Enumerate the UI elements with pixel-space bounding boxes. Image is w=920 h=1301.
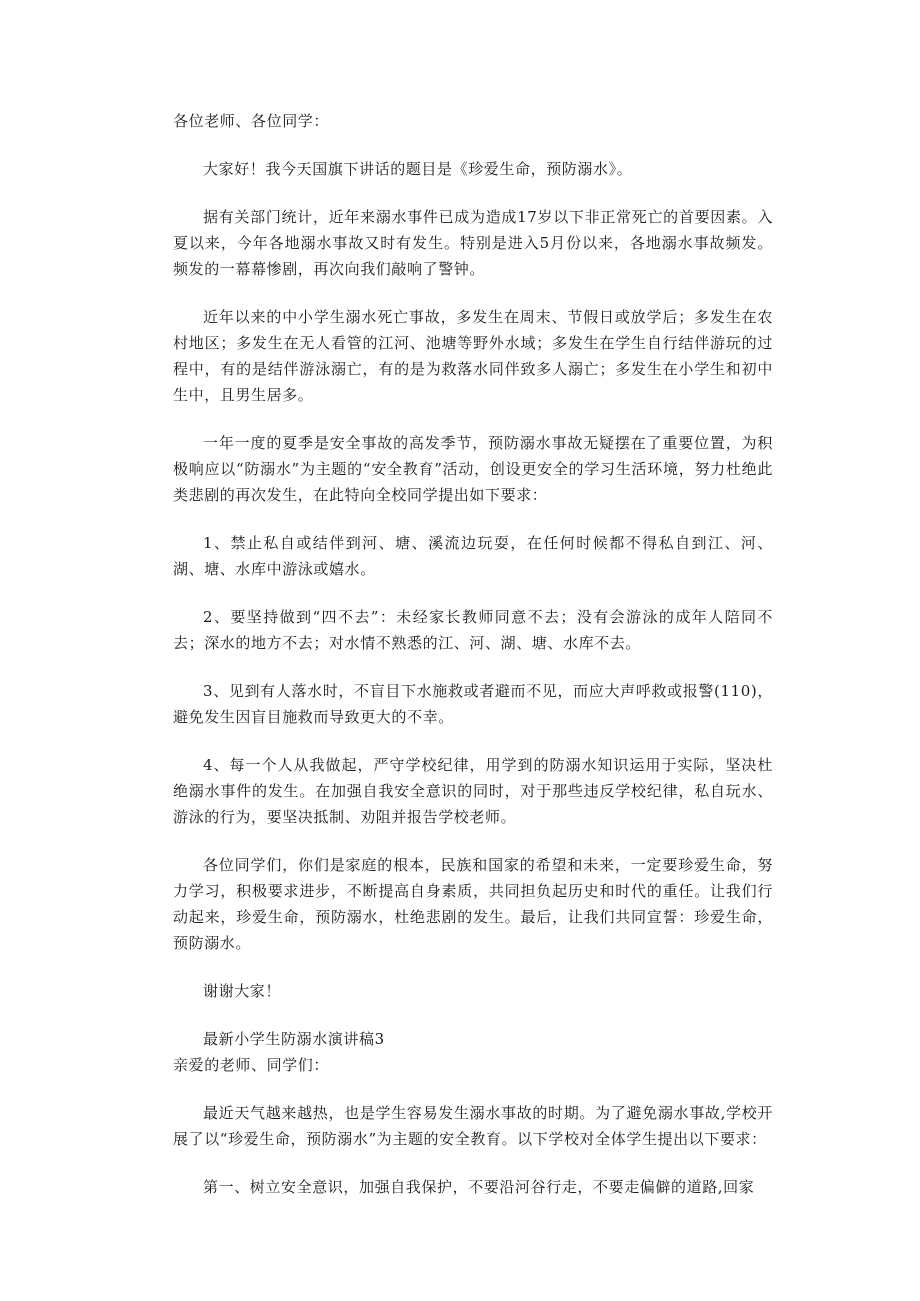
requirement-item-3: 3、见到有人落水时，不盲目下水施救或者避而不见，而应大声呼救或报警(110)，避免发生因盲目施救而导致更大的不幸。: [173, 682, 773, 726]
requirement-item-2: 2、要坚持做到“四不去”：未经家长教师同意不去；没有会游泳的成年人陪同不去；深水的地方不去；对水情不熟悉的江、河、湖、塘、水库不去。: [173, 608, 773, 652]
paragraph-thanks: 谢谢大家！: [203, 982, 282, 1000]
paragraph-accident-patterns: 近年以来的中小学生溺水死亡事故，多发生在周末、节假日或放学后；多发生在农村地区；多发生在无人看管的江河、池塘等野外水域；多发生在学生自行结伴游玩的过程中，有的是结伴游泳溺亡，有的是为救落水同伴致多人溺亡；多发生在小学生和初中生中，且男生居多。: [173, 308, 773, 404]
paragraph-opening: 大家好！我今天国旗下讲话的题目是《珍爱生命，预防溺水》。: [203, 160, 633, 178]
greeting: 各位老师、各位同学：: [173, 112, 330, 130]
paragraph-2-first-requirement: 第一、树立安全意识，加强自我保护，不要沿河谷行走，不要走偏僻的道路,回家: [203, 1178, 755, 1196]
requirement-item-4: 4、每一个人从我做起，严守学校纪律，用学到的防溺水知识运用于实际，坚决杜绝溺水事件的发生。在加强自我安全意识的同时，对于那些违反学校纪律，私自玩水、游泳的行为，要坚决抵制、劝阻并报告学校老师。: [173, 756, 773, 826]
section-title: 最新小学生防溺水演讲稿3: [203, 1030, 385, 1048]
paragraph-2-intro: 最近天气越来越热，也是学生容易发生溺水事故的时期。为了避免溺水事故,学校开展了以“珍爱生命，预防溺水”为主题的安全教育。以下学校对全体学生提出以下要求：: [173, 1104, 773, 1148]
paragraph-closing: 各位同学们，你们是家庭的根本，民族和国家的希望和未来，一定要珍爱生命，努力学习，积极要求进步，不断提高自身素质，共同担负起历史和时代的重任。让我们行动起来，珍爱生命，预防溺水，杜绝悲剧的发生。最后，让我们共同宣誓：珍爱生命，预防溺水。: [173, 856, 773, 952]
document-body: [173, 108, 773, 1222]
requirement-item-1: 1、禁止私自或结伴到河、塘、溪流边玩耍，在任何时候都不得私自到江、河、湖、塘、水库中游泳或嬉水。: [173, 534, 773, 578]
paragraph-requirements-intro: 一年一度的夏季是安全事故的高发季节，预防溺水事故无疑摆在了重要位置，为积极响应以“防溺水”为主题的“安全教育”活动，创设更安全的学习生活环境，努力杜绝此类悲剧的再次发生，在此特向全校同学提出如下要求：: [173, 434, 773, 504]
greeting-2: 亲爱的老师、同学们：: [173, 1056, 330, 1074]
paragraph-statistics: 据有关部门统计，近年来溺水事件已成为造成17岁以下非正常死亡的首要因素。入夏以来，今年各地溺水事故又时有发生。特别是进入5月份以来，各地溺水事故频发。频发的一幕幕惨剧，再次向我们敲响了警钟。: [173, 208, 773, 278]
